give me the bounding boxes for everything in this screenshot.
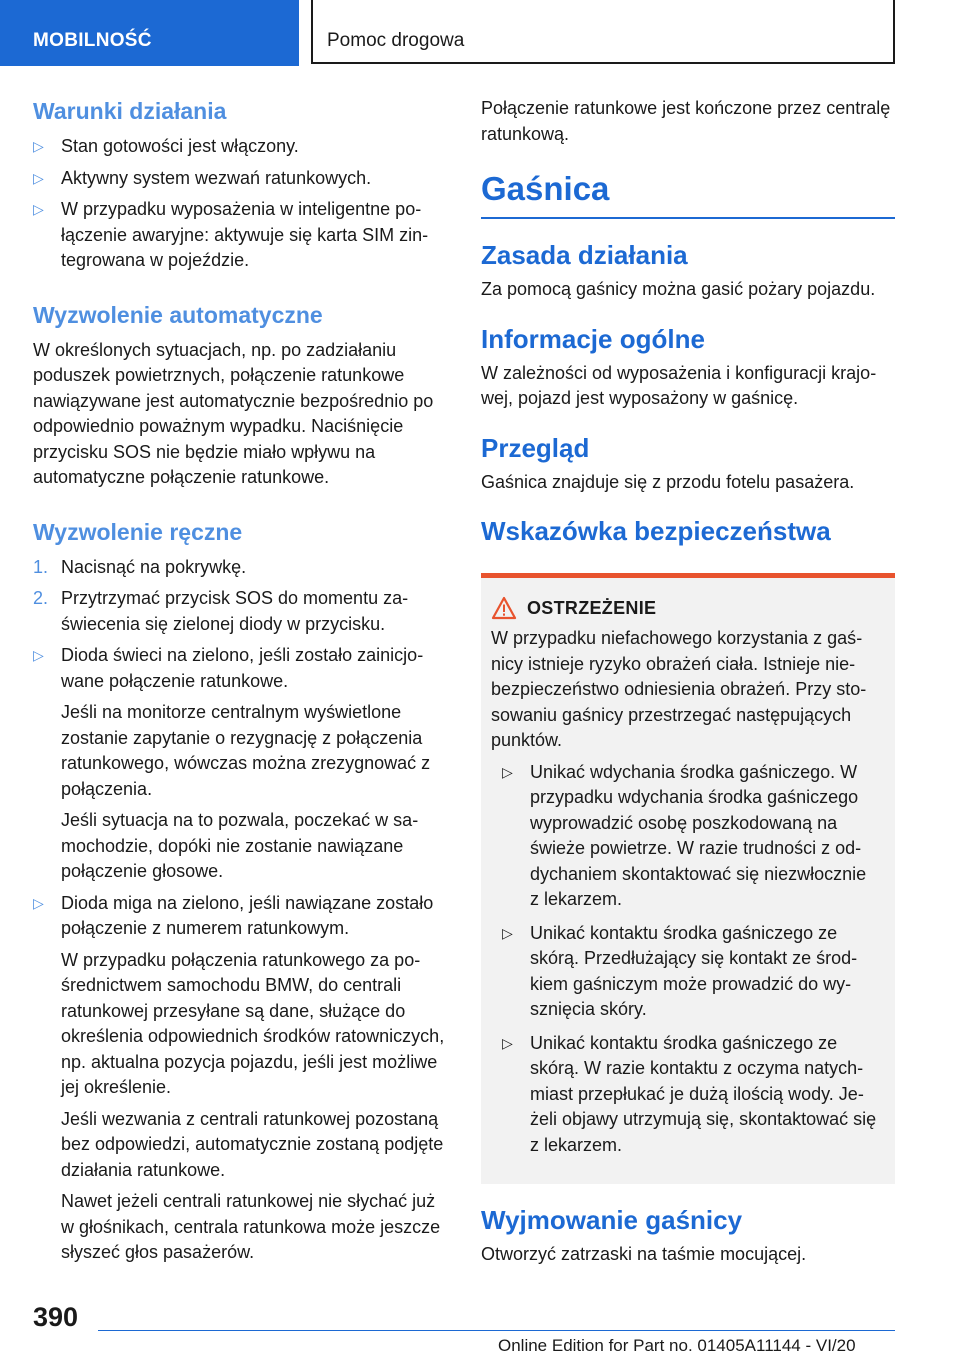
general-info-text: W zależności od wyposażenia i konfiguracji krajowej, pojazd jest wyposażony w gaśnicę.: [481, 362, 877, 408]
heading-overview: Przegląd: [481, 432, 590, 463]
warning-header: [486, 596, 879, 620]
triangle-bullet-icon: ▷: [33, 169, 44, 186]
list-item: 1. Nacisnąć na pokrywkę.: [33, 556, 247, 577]
warning-box: [481, 573, 895, 1184]
section-tab: MOBILNOŚĆ: [0, 0, 299, 66]
overview-text: Gaśnica znajduje się z przodu fotelu pasażera.: [481, 471, 855, 492]
heading-manual-trigger: Wyzwolenie ręczne: [33, 518, 243, 545]
chapter-heading: Gaśnica: [481, 167, 895, 219]
left-column: [33, 96, 447, 1272]
list-item: ▷ Unikać wdychania środka gaśniczego. W przypadku wdychania środka gaśniczego wyprowadzić osobę poszkodowaną na świeże powietrze. W razie trudności z oddychaniem skontaktować się niezwłocznie z lekarzem.: [502, 761, 867, 909]
principle-text: Za pomocą gaśnicy można gasić pożary pojazdu.: [481, 279, 876, 299]
page-number: 390: [33, 1302, 79, 1332]
triangle-bullet-icon: ▷: [33, 201, 44, 217]
list-item: ▷ Aktywny system wezwań ratunkowych.: [33, 166, 447, 192]
removal-text: Otworzyć zatrzaski na taśmie mocującej.: [481, 1244, 807, 1264]
heading-general-info: Informacje ogólne: [481, 323, 705, 354]
paragraph: Jeśli sytuacja na to pozwala, poczekać w samochodzie, dopóki nie zostanie nawiązane połączenie głosowe.: [61, 810, 419, 881]
list-item: ▷ Stan gotowości jest włączony.: [33, 134, 447, 160]
list-item: ▷ Dioda miga na zielono, jeśli nawiązane zostało połączenie z numerem ratunkowym.: [33, 892, 434, 938]
triangle-bullet-icon: ▷: [502, 763, 513, 780]
triangle-bullet-icon: ▷: [502, 924, 513, 941]
auto-trigger-text: W określonych sytuacjach, np. po zadziałaniu poduszek powietrznych, połączenie ratunkowe nawiązywane jest automatycznie bezpośrednio po odpowiednio poważnym wypadku. Naciśnięcie przycisku SOS nie będzie miało wpływu na automatyczne połączenie ratunkowe.: [33, 339, 434, 487]
paragraph: Jeśli na monitorze centralnym wyświetlone zostanie zapytanie o rezygnację z połączenia ratunkowego, wówczas można zrezygnować z połączenia.: [61, 702, 431, 799]
warning-triangle-icon: [491, 596, 517, 620]
triangle-bullet-icon: ▷: [33, 647, 44, 663]
paragraph: Jeśli wezwania z centrali ratunkowej pozostaną bez odpowiedzi, automatycznie zostaną podjęte działania ratunkowe.: [61, 1108, 444, 1180]
right-column: [481, 96, 895, 1268]
heading-auto-trigger: Wyzwolenie automatyczne: [33, 301, 323, 328]
warning-label: OSTRZEŻENIE: [527, 597, 657, 618]
list-item: ▷ W przypadku wyposażenia w inteligentne połączenie awaryjne: aktywuje się karta SIM zintegrowana w pojeździe.: [33, 199, 429, 270]
list-item: ▷ Unikać kontaktu środka gaśniczego ze skórą. Przedłużający się kontakt ze środkiem gaśniczym może prowadzić do wysznięcia skóry.: [502, 922, 858, 1019]
heading-removal: Wyjmowanie gaśnicy: [481, 1205, 743, 1235]
edition-label: Online Edition for Part no. 01405A11144 - VI/20: [498, 1336, 856, 1355]
triangle-bullet-icon: ▷: [33, 894, 44, 911]
heading-principle: Zasada działania: [481, 240, 688, 270]
intro-text: Połączenie ratunkowe jest kończone przez centralę ratunkową.: [481, 98, 891, 144]
list-item: ▷ Unikać kontaktu środka gaśniczego ze skórą. W razie kontaktu z oczyma natychmiast przepłukać je dużą ilością wody. Jeżeli objawy utrzymują się, skontaktować się z lekarzem.: [502, 1032, 877, 1155]
triangle-bullet-icon: ▷: [502, 1034, 513, 1051]
triangle-bullet-icon: ▷: [33, 138, 44, 154]
heading-safety: Wskazówka bezpieczeństwa: [481, 516, 831, 546]
footer-divider: [98, 1330, 895, 1331]
manual-steps: [33, 555, 447, 695]
conditions-list: [33, 134, 447, 274]
heading-conditions: Warunki działania: [33, 98, 227, 124]
list-item: 2. Przytrzymać przycisk SOS do momentu zaświecenia się zielonej diody w przycisku.: [33, 588, 409, 634]
page-header: [0, 0, 960, 66]
paragraph: W przypadku połączenia ratunkowego za pośrednictwem samochodu BMW, do centrali ratunkowej przesyłane są dane, służące do określenia odpowiednich środków ratowniczych, np. aktualna pozycja pojazdu, jeśli jest możliwe jej określenie.: [61, 949, 445, 1097]
list-item: ▷ Dioda świeci na zielono, jeśli zostało zainicjowane połączenie ratunkowe.: [33, 645, 424, 691]
warning-list: [486, 760, 879, 1159]
paragraph: Nawet jeżeli centrali ratunkowej nie słychać już w głośnikach, centrala ratunkowa może jeszcze słyszeć głos pasażerów.: [61, 1191, 441, 1262]
blink-list: [33, 891, 447, 942]
warning-text: W przypadku niefachowego korzystania z gaśnicy istnieje ryzyko obrażeń ciała. Istnieje niebezpieczeństwo odniesienia obrażeń. Przy stosowaniu gaśnicy przestrzegać następujących punktów.: [491, 628, 867, 750]
chapter-title: Pomoc drogowa: [311, 0, 895, 64]
